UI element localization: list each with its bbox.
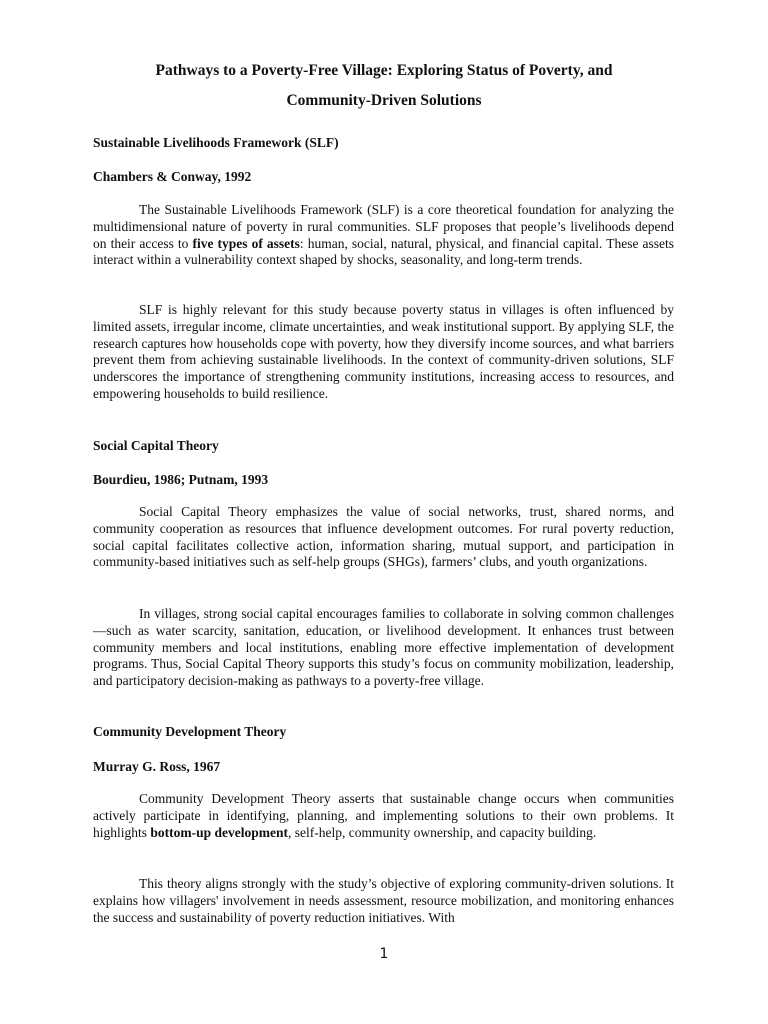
page-number: 1 [379,946,389,962]
paragraph-community-development-2: This theory aligns strongly with the study’s objective of exploring community-driven solutions. It explains how villagers' involvement in needs assessment, resource mobilization, and monitoring enhances the success and sustainability of poverty reduction initiatives. With [93,876,674,925]
paragraph-slf-2: SLF is highly relevant for this study because poverty status in villages is often influenced by limited assets, irregular income, climate uncertainties, and weak institutional support. By applying SLF, the research captures how households cope with poverty, how they diversify income sources, and what barriers prevent them from achieving sustainable livelihoods. In the context of community-driven solutions, SLF underscores the importance of strengthening community institutions, increasing access to resources, and empowering households to build resilience. [93,302,674,401]
document-title [93,56,675,116]
paragraph-slf-1 [93,202,674,269]
paragraph-text: The Sustainable Livelihoods Framework (SLF) is a core theoretical foundation for analyzing the multidimensional nature of poverty in rural communities. SLF proposes that people’s livelihoods depend on their access to [93,202,674,251]
section-heading-slf: Sustainable Livelihoods Framework (SLF) [93,135,339,150]
section-heading-community-development: Community Development Theory [93,724,287,739]
paragraph-text: , self-help, community ownership, and capacity building. [288,824,597,840]
paragraph-community-development-1 [93,791,674,841]
citation-slf: Chambers & Conway, 1992 [93,169,252,184]
bold-phrase-bottom-up-development: bottom-up development [150,824,289,840]
title-line-2: Community-Driven Solutions [286,92,482,109]
citation-community-development: Murray G. Ross, 1967 [93,759,221,774]
section-heading-social-capital: Social Capital Theory [93,438,219,453]
paragraph-social-capital-1: Social Capital Theory emphasizes the value of social networks, trust, shared norms, and community cooperation as resources that influence development outcomes. For rural poverty reduction, social capital facilitates collective action, information sharing, mutual support, and participation in community-based initiatives such as self-help groups (SHGs), farmers’ clubs, and youth organizations. [93,504,674,570]
paragraph-text: : human, social, natural, physical, and financial capital. These assets interact within a vulnerability context shaped by shocks, seasonality, and long-term trends. [93,235,675,268]
paragraph-social-capital-2: In villages, strong social capital encourages families to collaborate in solving common challenges—such as water scarcity, sanitation, education, or livelihood development. It enhances trust between community members and local institutions, enabling more effective implementation of development programs. Thus, Social Capital Theory supports this study’s focus on community mobilization, leadership, and participatory decision-making as pathways to a poverty-free village. [93,606,674,689]
citation-social-capital: Bourdieu, 1986; Putnam, 1993 [93,472,269,487]
bold-phrase-five-types-of-assets: five types of assets [192,235,300,251]
title-line-1: Pathways to a Poverty-Free Village: Exploring Status of Poverty, and [155,62,613,79]
paragraph-text: Community Development Theory asserts that sustainable change occurs when communities actively participate in identifying, planning, and implementing solutions to their own problems. It highlights [93,791,674,840]
